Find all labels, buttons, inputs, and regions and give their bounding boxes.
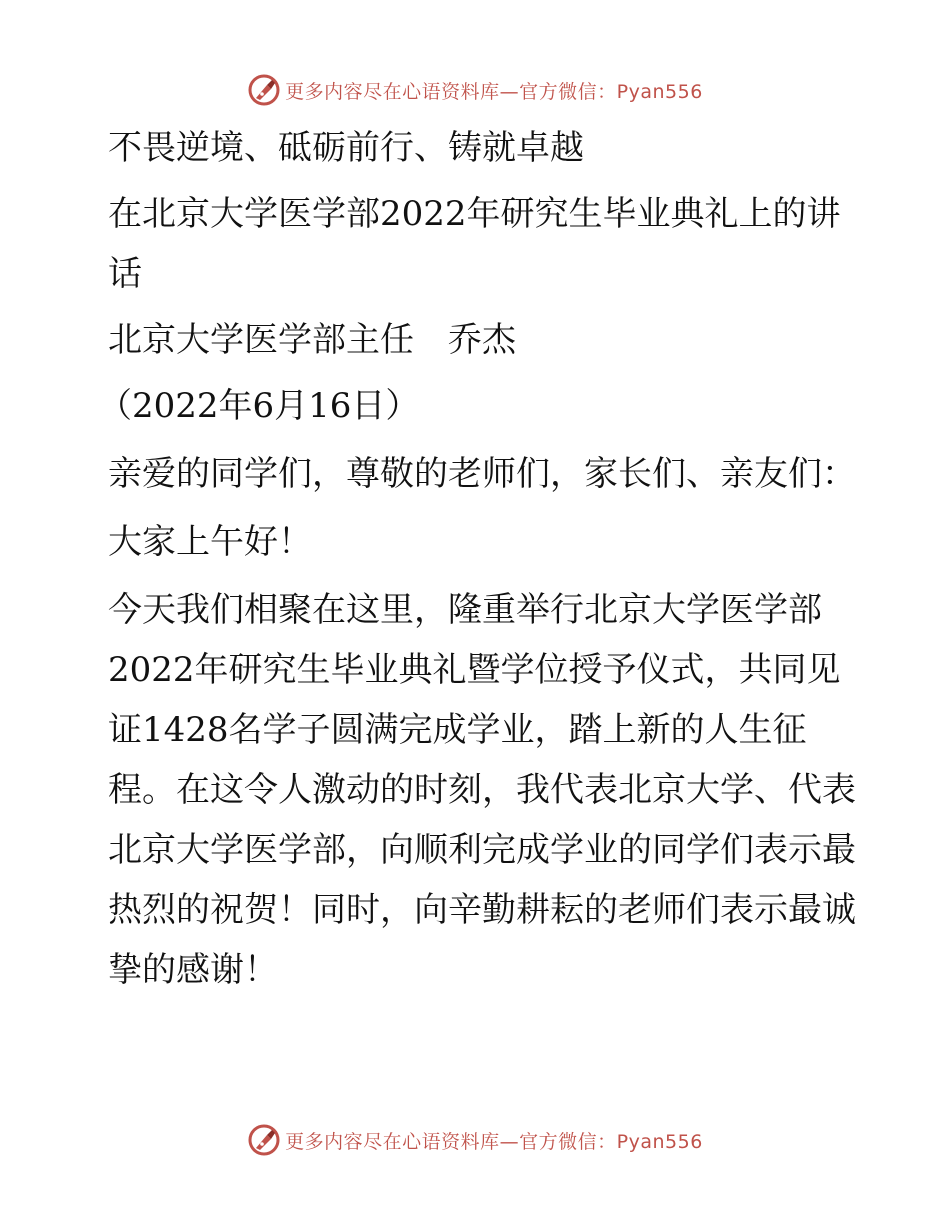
date-line: （2022年6月16日）	[98, 386, 420, 426]
document-title: 不畏逆境、砥砺前行、铸就卓越	[108, 128, 584, 168]
greeting: 大家上午好！	[108, 522, 312, 562]
pen-nib-icon	[247, 73, 281, 107]
header-banner	[0, 70, 950, 110]
banner-text: 更多内容尽在心语资料库—官方微信：Pyan556	[285, 1130, 703, 1153]
pen-nib-icon	[247, 1123, 281, 1157]
banner-text: 更多内容尽在心语资料库—官方微信：Pyan556	[285, 80, 703, 103]
speaker-line: 北京大学医学部主任 乔杰	[108, 320, 516, 360]
document-subtitle: 在北京大学医学部2022年研究生毕业典礼上的讲话	[108, 194, 841, 294]
document-body	[98, 118, 858, 1000]
salutation: 亲爱的同学们，尊敬的老师们，家长们、亲友们：	[108, 454, 856, 494]
body-paragraph: 今天我们相聚在这里，隆重举行北京大学医学部2022年研究生毕业典礼暨学位授予仪式，共同见证1428名学子圆满完成学业，踏上新的人生征程。在这令人激动的时刻，我代表北京大学、代表北京大学医学部，向顺利完成学业的同学们表示最热烈的祝贺！同时，向辛勤耕耘的老师们表示最诚挚的感谢！	[108, 590, 856, 990]
footer-banner	[0, 1120, 950, 1160]
